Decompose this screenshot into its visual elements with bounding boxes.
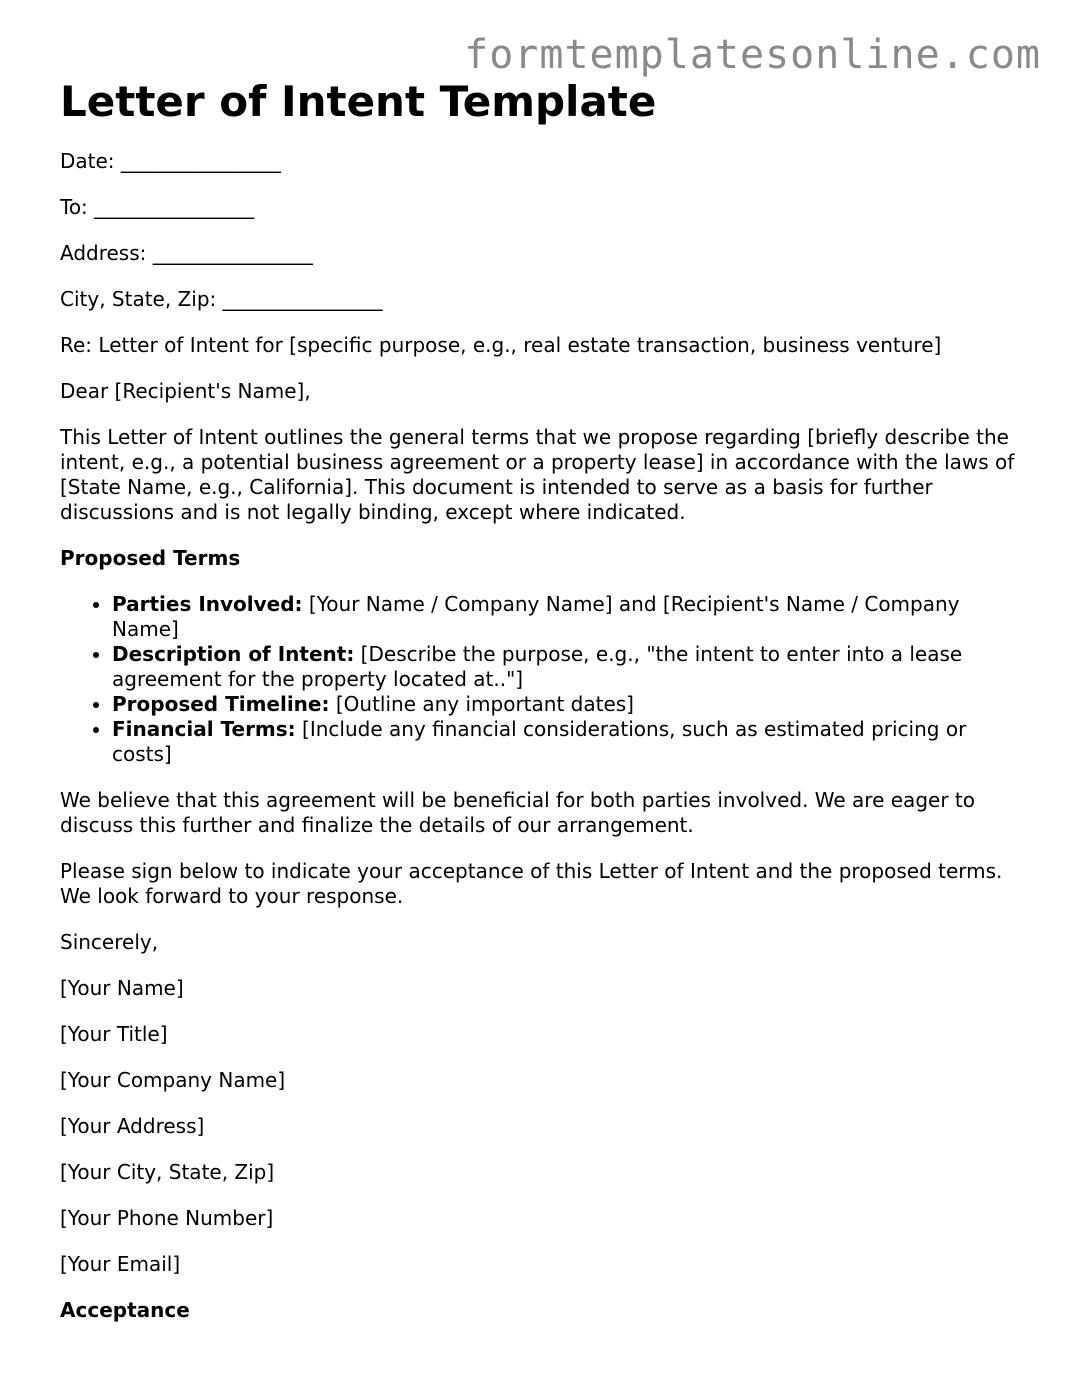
term-item-description — [112, 642, 1020, 692]
signature-address: [Your Address] — [60, 1114, 205, 1138]
to-field: To: ________________ — [60, 195, 255, 219]
date-field: Date: ________________ — [60, 149, 281, 173]
term-label: Parties Involved: — [112, 592, 303, 616]
term-text: [Your Name / Company Name] and [Recipient's Name / Company Name] — [112, 592, 960, 641]
belief-paragraph: We believe that this agreement will be beneficial for both parties involved. We are eager to discuss this further and finalize the details of our arrangement. — [60, 788, 975, 837]
signature-city-state-zip: [Your City, State, Zip] — [60, 1160, 275, 1184]
term-label: Financial Terms: — [112, 717, 296, 741]
sign-paragraph: Please sign below to indicate your acceptance of this Letter of Intent and the proposed terms. We look forward to your response. — [60, 859, 1003, 908]
term-item-timeline — [112, 692, 1020, 717]
signature-name: [Your Name] — [60, 976, 184, 1000]
proposed-terms-heading: Proposed Terms — [60, 546, 241, 570]
re-line: Re: Letter of Intent for [specific purpose, e.g., real estate transaction, business venture] — [60, 333, 942, 357]
city-state-zip-field: City, State, Zip: ________________ — [60, 287, 383, 311]
term-text: [Outline any important dates] — [329, 692, 634, 716]
document-page — [60, 78, 1020, 1344]
salutation: Dear [Recipient's Name], — [60, 379, 311, 403]
signature-title: [Your Title] — [60, 1022, 168, 1046]
term-text: [Describe the purpose, e.g., "the intent to enter into a lease agreement for the property located at.."] — [112, 642, 963, 691]
signature-company: [Your Company Name] — [60, 1068, 286, 1092]
term-text: [Include any financial considerations, such as estimated pricing or costs] — [112, 717, 967, 766]
closing: Sincerely, — [60, 930, 159, 954]
acceptance-heading: Acceptance — [60, 1298, 190, 1322]
term-label: Description of Intent: — [112, 642, 355, 666]
address-field: Address: ________________ — [60, 241, 313, 265]
document-title: Letter of Intent Template — [60, 77, 657, 126]
intro-paragraph: This Letter of Intent outlines the general terms that we propose regarding [briefly describe the intent, e.g., a potential business agreement or a property lease] in accordance with the laws of [State Name, e.g., California]. This document is intended to serve as a basis for further discussions and is not legally binding, except where indicated. — [60, 425, 1015, 524]
term-label: Proposed Timeline: — [112, 692, 330, 716]
signature-phone: [Your Phone Number] — [60, 1206, 274, 1230]
terms-list — [60, 592, 1020, 767]
watermark-text: formtemplatesonline.com — [464, 32, 1041, 78]
signature-email: [Your Email] — [60, 1252, 181, 1276]
term-item-financial — [112, 717, 1020, 767]
term-item-parties — [112, 592, 1020, 642]
